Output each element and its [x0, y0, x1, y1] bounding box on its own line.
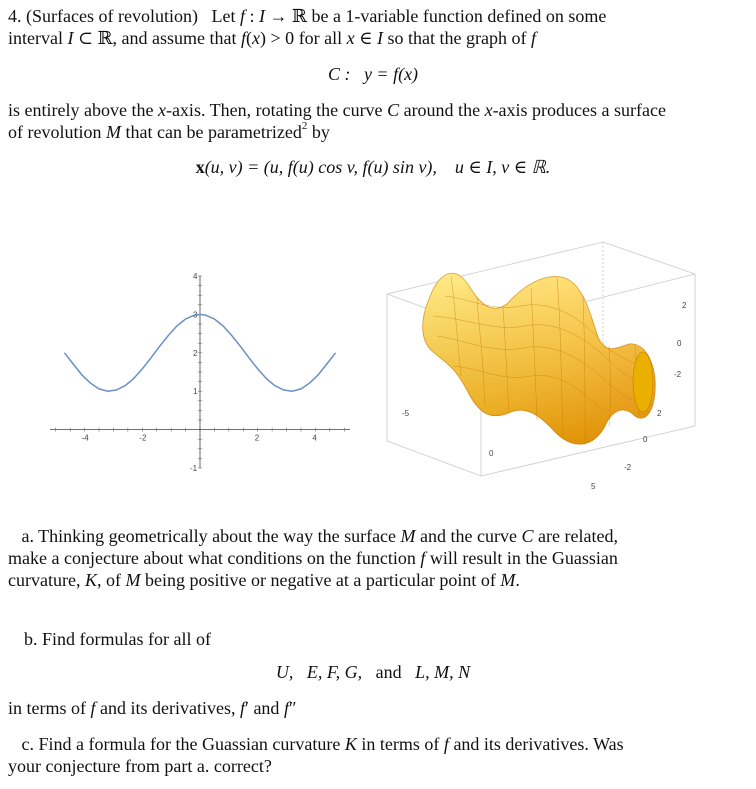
graph-axes: [50, 276, 350, 468]
part-b-list: U, E, F, G, and L, M, N: [275, 662, 471, 682]
surface-opening: [633, 352, 653, 412]
x-tick-label: -4: [81, 433, 89, 443]
problem-line-4: of revolution M that can be parametrized$^2$ by: [8, 120, 330, 142]
y-tick-label: 4: [193, 272, 198, 281]
y-tick-label: 2: [193, 348, 198, 358]
surface-tick-right: -2: [674, 370, 682, 379]
part-b-line-3: in terms of f and its derivatives, f′ and f″: [8, 698, 297, 718]
math-inline: Let f : I → ℝ: [211, 6, 307, 26]
parametrization-equation: x(u, v) = (u, f(u) cos v, f(u) sin v), u ∈ I, v ∈ ℝ.: [195, 157, 551, 177]
surface-tick-depth: -2: [624, 463, 632, 472]
problem-line-2: interval I ⊂ ℝ, and assume that f(x) > 0 for all x ∈ I so that the graph of f: [8, 28, 536, 48]
x-tick-label: 4: [312, 433, 317, 443]
part-a-line-2: make a conjecture about what conditions on the function f will result in the Guassian: [8, 548, 618, 568]
y-tick-label: -1: [190, 464, 198, 473]
curve-equation: C : y = f(x): [327, 64, 419, 84]
y-tick-label: 1: [193, 387, 198, 397]
footnote-marker: 2: [301, 120, 308, 132]
part-c-line-2: your conjecture from part a. correct?: [8, 756, 272, 776]
surface-tick-depth: 2: [657, 409, 662, 418]
part-b-line-1: b. Find formulas for all of: [24, 629, 211, 649]
surface-plot: [385, 236, 710, 498]
x-tick-label: 2: [254, 433, 260, 443]
problem-line-1: 4. (Surfaces of revolution) Let f : I → ℝ be a 1-variable function defined on some: [8, 6, 607, 26]
problem-line-3: is entirely above the x-axis. Then, rotating the curve C around the x-axis produces a surface: [8, 100, 666, 120]
x-tick-label: -2: [139, 433, 147, 443]
y-tick-label: 3: [193, 310, 198, 320]
surface-tick-depth: 0: [643, 435, 648, 444]
part-c-line-1: c. Find a formula for the Guassian curvature K in terms of f and its derivatives. Was: [21, 734, 624, 754]
part-a-line-1: a. Thinking geometrically about the way the surface M and the curve C are related,: [21, 526, 618, 546]
function-graph: [40, 268, 360, 478]
surface-tick-bottom: -5: [402, 409, 410, 418]
surface-tick-right: 0: [677, 339, 682, 348]
surface-tick-bottom: 0: [489, 449, 494, 458]
surface-tick-right: 2: [682, 301, 687, 310]
surface-tick-bottom: 5: [591, 482, 596, 491]
part-a-line-3: curvature, K, of M being positive or negative at a particular point of M.: [8, 570, 520, 590]
problem-number: 4.: [8, 6, 22, 26]
problem-title: (Surfaces of revolution): [26, 6, 198, 26]
